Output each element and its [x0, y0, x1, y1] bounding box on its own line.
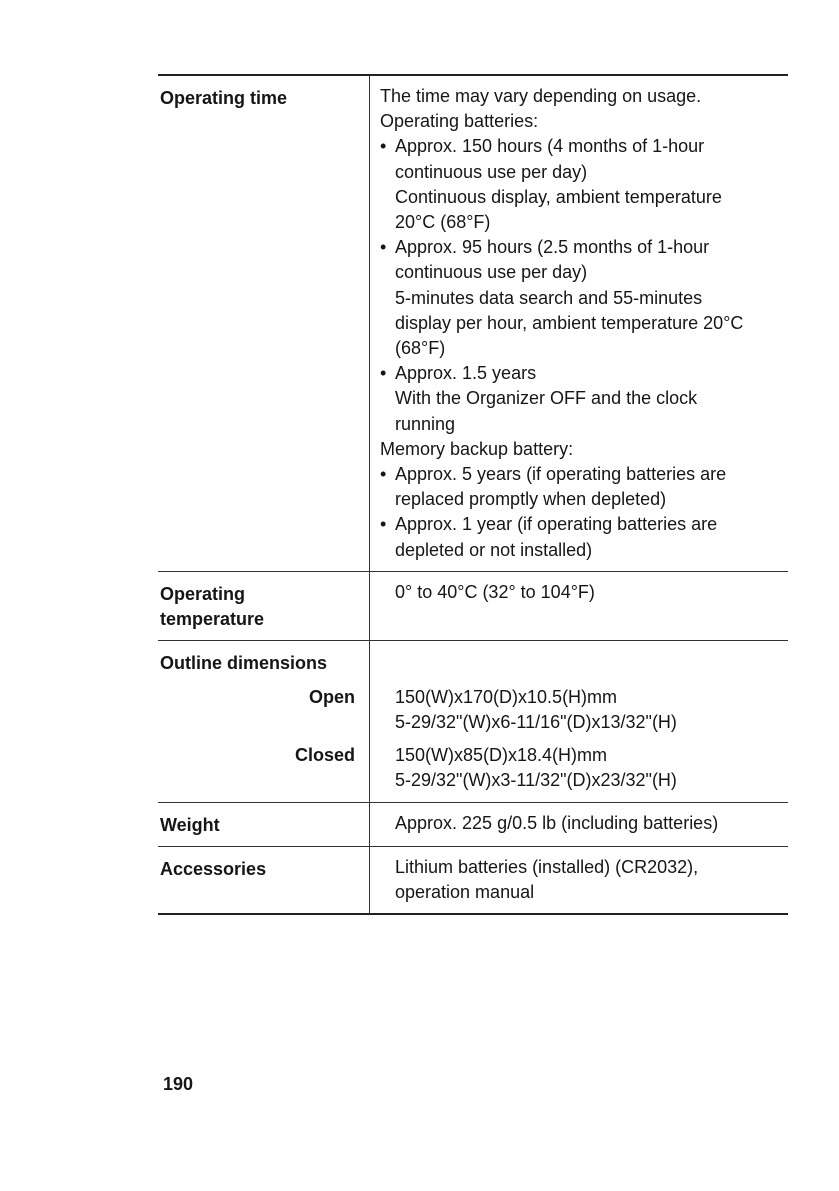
bullet-text: 5-minutes data search and 55-minutes: [395, 287, 703, 308]
weight-label: Weight: [158, 803, 370, 846]
label-line: Outline dimensions: [160, 652, 328, 673]
bullet-text: • Approx. 1.5 years: [395, 363, 537, 384]
closed-label: Closed: [294, 744, 355, 765]
label-line: temperature: [160, 608, 265, 629]
bullet-text: • Approx. 5 years (if operating batteries are: [395, 464, 727, 485]
bullet-text: Continuous display, ambient temperature: [395, 186, 722, 207]
bullet-text: replaced promptly when depleted): [395, 489, 667, 510]
weight-value: [370, 803, 788, 846]
bullet-text: With the Organizer OFF and the clock: [395, 388, 698, 409]
operating-time-intro: The time may vary depending on usage.: [380, 86, 702, 106]
open-imperial: 5-29/32"(W)x6-11/16"(D)x13/32"(H): [395, 712, 677, 733]
bullet-text: display per hour, ambient temperature 20°C: [395, 312, 744, 333]
page-number: 190: [163, 1074, 194, 1094]
memory-backup-heading: Memory backup battery:: [380, 438, 574, 459]
accessories-label: Accessories: [158, 847, 370, 913]
outline-dimensions-label: [158, 641, 370, 802]
operating-temperature-label: [158, 572, 370, 640]
value-text: operation manual: [395, 881, 535, 902]
spec-row-outline-dimensions: [158, 640, 788, 802]
closed-imperial: 5-29/32"(W)x3-11/32"(D)x23/32"(H): [395, 770, 677, 791]
bullet-text: • Approx. 1 year (if operating batteries are: [395, 514, 718, 535]
bullet-text: 20°C (68°F): [395, 212, 491, 233]
closed-metric: 150(W)x85(D)x18.4(H)mm: [395, 745, 608, 766]
accessories-value: [370, 847, 788, 913]
bullet-text: depleted or not installed): [395, 539, 593, 560]
bullet-text: (68°F): [395, 338, 446, 359]
value-text: Lithium batteries (installed) (CR2032),: [395, 856, 699, 877]
operating-time-value: [370, 76, 788, 571]
value-text: 0° to 40°C (32° to 104°F): [395, 581, 595, 602]
operating-temperature-value: [370, 572, 788, 640]
bullet-item: [380, 134, 778, 235]
bullet-text: • Approx. 150 hours (4 months of 1-hour: [395, 136, 705, 157]
bullet-item: [380, 512, 778, 562]
specifications-table: [158, 74, 788, 915]
bullet-text: continuous use per day): [395, 161, 588, 182]
spec-row-weight: [158, 802, 788, 846]
bullet-item: [380, 462, 778, 512]
bullet-item: [380, 361, 778, 437]
bullet-text: running: [395, 413, 456, 434]
operating-batteries-heading: Operating batteries:: [380, 111, 539, 132]
outline-dimensions-value: [370, 641, 788, 802]
open-label: Open: [308, 686, 355, 707]
label-line: Operating: [160, 583, 246, 604]
open-metric: 150(W)x170(D)x10.5(H)mm: [395, 686, 618, 707]
bullet-item: [380, 235, 778, 361]
value-text: Approx. 225 g/0.5 lb (including batteries): [395, 812, 719, 833]
operating-time-label: Operating time: [158, 76, 370, 571]
bullet-text: continuous use per day): [395, 262, 588, 283]
bullet-text: • Approx. 95 hours (2.5 months of 1-hour: [395, 237, 710, 258]
spec-row-operating-time: [158, 76, 788, 571]
spec-row-operating-temperature: [158, 571, 788, 640]
spec-row-accessories: [158, 846, 788, 913]
